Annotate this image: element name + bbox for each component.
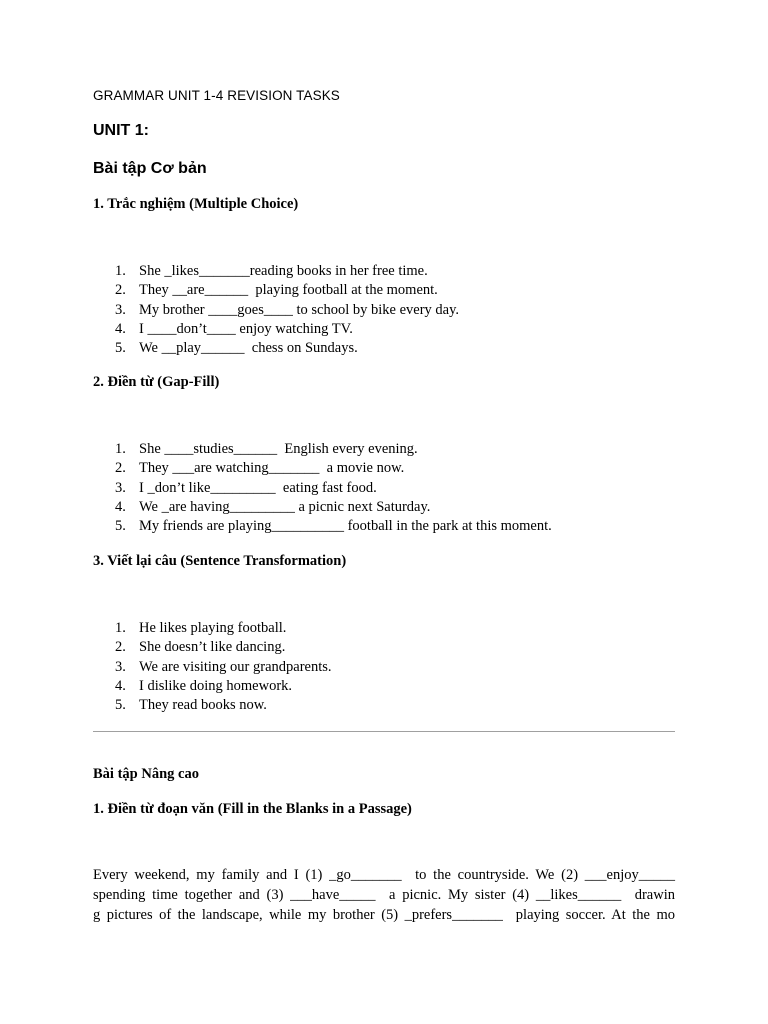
list-item	[93, 677, 332, 696]
document-title: GRAMMAR UNIT 1-4 REVISION TASKS	[93, 88, 340, 103]
item-number: 5.	[115, 518, 126, 535]
list-item	[93, 517, 552, 536]
item-text: They read books now.	[139, 697, 267, 714]
list-item	[93, 339, 459, 358]
gap-fill-list	[93, 440, 552, 536]
item-text: I ____don’t____ enjoy watching TV.	[139, 320, 353, 337]
item-number: 3.	[115, 301, 126, 318]
item-text: My brother ____goes____ to school by bike every day.	[139, 301, 460, 318]
item-number: 3.	[115, 479, 126, 496]
list-item	[93, 459, 552, 478]
item-number: 2.	[115, 639, 126, 656]
item-text: We _are having_________ a picnic next Saturday.	[139, 498, 431, 515]
multiple-choice-list	[93, 262, 459, 358]
item-number: 2.	[115, 282, 126, 299]
horizontal-divider	[93, 731, 675, 732]
item-number: 2.	[115, 460, 126, 477]
list-item	[93, 301, 459, 320]
list-item	[93, 320, 459, 339]
item-text: She _likes_______reading books in her free time.	[139, 263, 428, 279]
item-number: 1.	[115, 441, 126, 457]
item-text: My friends are playing__________ football in the park at this moment.	[139, 518, 552, 535]
item-number: 5.	[115, 697, 126, 714]
item-text: We are visiting our grandparents.	[139, 658, 332, 675]
item-number: 4.	[115, 498, 126, 515]
section-gap-fill-heading: 2. Điền từ (Gap-Fill)	[93, 374, 220, 390]
item-number: 1.	[115, 620, 126, 636]
unit-heading: UNIT 1:	[93, 122, 149, 139]
sentence-transformation-list	[93, 619, 332, 715]
item-number: 3.	[115, 658, 126, 675]
passage-paragraph	[93, 866, 675, 925]
list-item	[93, 638, 332, 657]
item-text: She ____studies______ English every evening.	[139, 441, 418, 457]
passage-line: spending time together and (3) ___have_____ a picnic. My sister (4) __likes______ drawin	[93, 886, 675, 903]
basic-exercises-heading: Bài tập Cơ bản	[93, 160, 207, 177]
item-text: He likes playing football.	[139, 620, 287, 636]
list-item	[93, 440, 552, 459]
list-item	[93, 498, 552, 517]
item-text: They ___are watching_______ a movie now.	[139, 460, 405, 477]
advanced-exercises-heading: Bài tập Nâng cao	[93, 766, 199, 782]
item-number: 1.	[115, 263, 126, 279]
item-text: They __are______ playing football at the moment.	[139, 282, 438, 299]
item-text: I _don’t like_________ eating fast food.	[139, 479, 377, 496]
list-item	[93, 281, 459, 300]
section-multiple-choice-heading: 1. Trắc nghiệm (Multiple Choice)	[93, 196, 299, 212]
item-number: 5.	[115, 340, 126, 357]
section-passage-fill-heading: 1. Điền từ đoạn văn (Fill in the Blanks in a Passage)	[93, 801, 412, 817]
item-number: 4.	[115, 677, 126, 694]
item-text: We __play______ chess on Sundays.	[139, 340, 358, 357]
item-text: She doesn’t like dancing.	[139, 639, 286, 656]
section-sentence-transformation-heading: 3. Viết lại câu (Sentence Transformation)	[93, 553, 347, 569]
list-item	[93, 262, 459, 281]
passage-line: Every weekend, my family and I (1) _go_______ to the countryside. We (2) ___enjoy_____	[93, 867, 675, 883]
item-number: 4.	[115, 320, 126, 337]
list-item	[93, 696, 332, 715]
list-item	[93, 619, 332, 638]
item-text: I dislike doing homework.	[139, 677, 293, 694]
list-item	[93, 479, 552, 498]
passage-line: g pictures of the landscape, while my brother (5) _prefers_______ playing soccer. At the mo	[93, 906, 675, 923]
list-item	[93, 658, 332, 677]
